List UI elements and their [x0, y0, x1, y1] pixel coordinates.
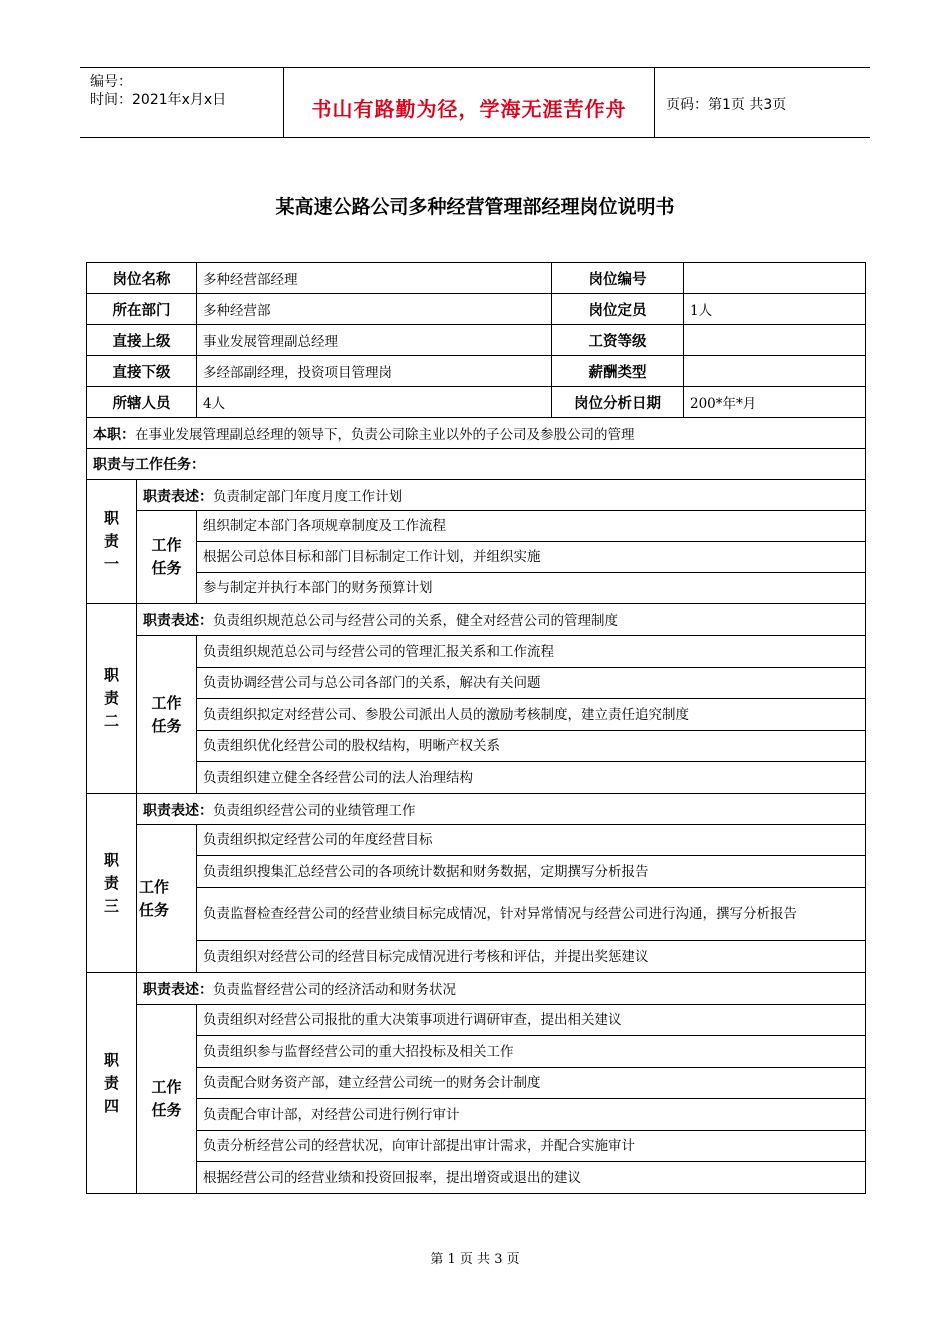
task-item: 负责监督检查经营公司的经营业绩目标完成情况，针对异常情况与经营公司进行沟通，撰写分析报告	[197, 888, 866, 941]
task-label: 工作任务	[137, 636, 197, 794]
info-value: 多种经营部	[197, 294, 552, 325]
responsibility-name	[87, 480, 137, 604]
statement-cell	[137, 973, 866, 1005]
info-row	[87, 294, 866, 325]
document-header	[80, 67, 870, 138]
responsibility-name	[87, 604, 137, 794]
info-value	[684, 263, 866, 294]
responsibility-name-text: 职责一	[103, 509, 119, 573]
header-motto-cell	[283, 68, 655, 137]
task-row	[87, 1131, 866, 1162]
task-item: 组织制定本部门各项规章制度及工作流程	[197, 511, 866, 542]
task-row	[87, 1099, 866, 1131]
responsibility-statement-row	[87, 794, 866, 825]
header-left-cell	[80, 68, 280, 137]
task-row	[87, 542, 866, 573]
task-row	[87, 941, 866, 973]
responsibility-statement-row	[87, 604, 866, 636]
motto: 书山有路勤为径，学海无涯苦作舟	[311, 97, 627, 121]
responsibility-statement-row	[87, 480, 866, 511]
info-value: 200*年*月	[684, 387, 866, 418]
statement-label: 职责表述：	[143, 802, 213, 819]
task-label: 工作任务	[137, 825, 197, 973]
task-row	[87, 668, 866, 699]
statement-label: 职责表述：	[143, 613, 213, 629]
info-value: 多经部副经理，投资项目管理岗	[197, 356, 552, 387]
statement-text: 负责组织规范总公司与经营公司的关系，健全对经营公司的管理制度	[213, 613, 618, 629]
task-row	[87, 825, 866, 856]
task-item: 参与制定并执行本部门的财务预算计划	[197, 573, 866, 604]
responsibilities-header: 职责与工作任务：	[87, 449, 866, 480]
duty-row	[87, 418, 866, 449]
document-title: 某高速公路公司多种经营管理部经理岗位说明书	[275, 196, 675, 218]
task-item: 负责组织拟定经营公司的年度经营目标	[197, 825, 866, 856]
info-value	[684, 325, 866, 356]
task-row	[87, 636, 866, 668]
info-value	[684, 356, 866, 387]
duty-label: 本职：	[93, 426, 135, 443]
job-description-table	[86, 262, 865, 1194]
task-item: 负责组织对经营公司的经营目标完成情况进行考核和评估，并提出奖惩建议	[197, 941, 866, 973]
responsibilities-header-row	[87, 449, 866, 480]
task-row	[87, 856, 866, 888]
time-label: 时间：2021年x月x日	[90, 92, 227, 108]
task-item: 负责组织优化经营公司的股权结构，明晰产权关系	[197, 731, 866, 762]
task-row	[87, 1005, 866, 1036]
task-row	[87, 888, 866, 941]
responsibility-name-text: 职责四	[103, 1050, 119, 1115]
task-row	[87, 731, 866, 762]
responsibility-name-text: 职责二	[103, 666, 119, 730]
info-label: 岗位分析日期	[552, 387, 684, 418]
responsibility-name	[87, 794, 137, 973]
task-item: 根据公司总体目标和部门目标制定工作计划，并组织实施	[197, 542, 866, 573]
task-item: 负责协调经营公司与总公司各部门的关系，解决有关问题	[197, 668, 866, 699]
page-footer: 第 1 页 共 3 页	[430, 1252, 520, 1267]
info-label: 工资等级	[552, 325, 684, 356]
responsibility-name-text: 职责三	[103, 850, 119, 915]
duty-cell	[87, 418, 866, 449]
task-row	[87, 699, 866, 731]
task-label: 工作任务	[137, 511, 197, 604]
info-row	[87, 356, 866, 387]
info-value: 事业发展管理副总经理	[197, 325, 552, 356]
info-label: 岗位编号	[552, 263, 684, 294]
task-item: 负责组织对经营公司报批的重大决策事项进行调研审查，提出相关建议	[197, 1005, 866, 1036]
task-item: 负责组织规范总公司与经营公司的管理汇报关系和工作流程	[197, 636, 866, 668]
task-item: 负责分析经营公司的经营状况，向审计部提出审计需求，并配合实施审计	[197, 1131, 866, 1162]
info-value: 多种经营部经理	[197, 263, 552, 294]
info-row	[87, 387, 866, 418]
task-row	[87, 511, 866, 542]
statement-text: 负责组织经营公司的业绩管理工作	[213, 802, 416, 819]
task-label: 工作任务	[137, 1005, 197, 1194]
statement-text: 负责监督经营公司的经济活动和财务状况	[213, 982, 456, 998]
info-value: 4人	[197, 387, 552, 418]
statement-text: 负责制定部门年度月度工作计划	[213, 488, 402, 505]
task-item: 根据经营公司的经营业绩和投资回报率，提出增资或退出的建议	[197, 1162, 866, 1194]
statement-label: 职责表述：	[143, 488, 213, 505]
info-label: 薪酬类型	[552, 356, 684, 387]
info-row	[87, 263, 866, 294]
task-item: 负责配合财务资产部，建立经营公司统一的财务会计制度	[197, 1068, 866, 1099]
task-row	[87, 1036, 866, 1068]
info-label: 所在部门	[87, 294, 197, 325]
info-label: 岗位定员	[552, 294, 684, 325]
task-item: 负责组织搜集汇总经营公司的各项统计数据和财务数据，定期撰写分析报告	[197, 856, 866, 888]
info-value: 1人	[684, 294, 866, 325]
statement-label: 职责表述：	[143, 982, 213, 998]
statement-cell	[137, 794, 866, 825]
info-label: 直接上级	[87, 325, 197, 356]
info-label: 所辖人员	[87, 387, 197, 418]
responsibility-statement-row	[87, 973, 866, 1005]
task-item: 负责组织建立健全各经营公司的法人治理结构	[197, 762, 866, 794]
statement-cell	[137, 480, 866, 511]
task-row	[87, 1162, 866, 1194]
duty-text: 在事业发展管理副总经理的领导下，负责公司除主业以外的子公司及参股公司的管理	[135, 426, 635, 443]
number-label: 编号：	[90, 74, 132, 90]
task-row	[87, 1068, 866, 1099]
task-item: 负责组织参与监督经营公司的重大招投标及相关工作	[197, 1036, 866, 1068]
task-row	[87, 573, 866, 604]
task-item: 负责配合审计部，对经营公司进行例行审计	[197, 1099, 866, 1131]
task-row	[87, 762, 866, 794]
page-label: 页码：第1页 共3页	[666, 97, 787, 113]
info-label: 岗位名称	[87, 263, 197, 294]
info-label: 直接下级	[87, 356, 197, 387]
task-item: 负责组织拟定对经营公司、参股公司派出人员的激励考核制度，建立责任追究制度	[197, 699, 866, 731]
statement-cell	[137, 604, 866, 636]
responsibility-name	[87, 973, 137, 1194]
info-row	[87, 325, 866, 356]
